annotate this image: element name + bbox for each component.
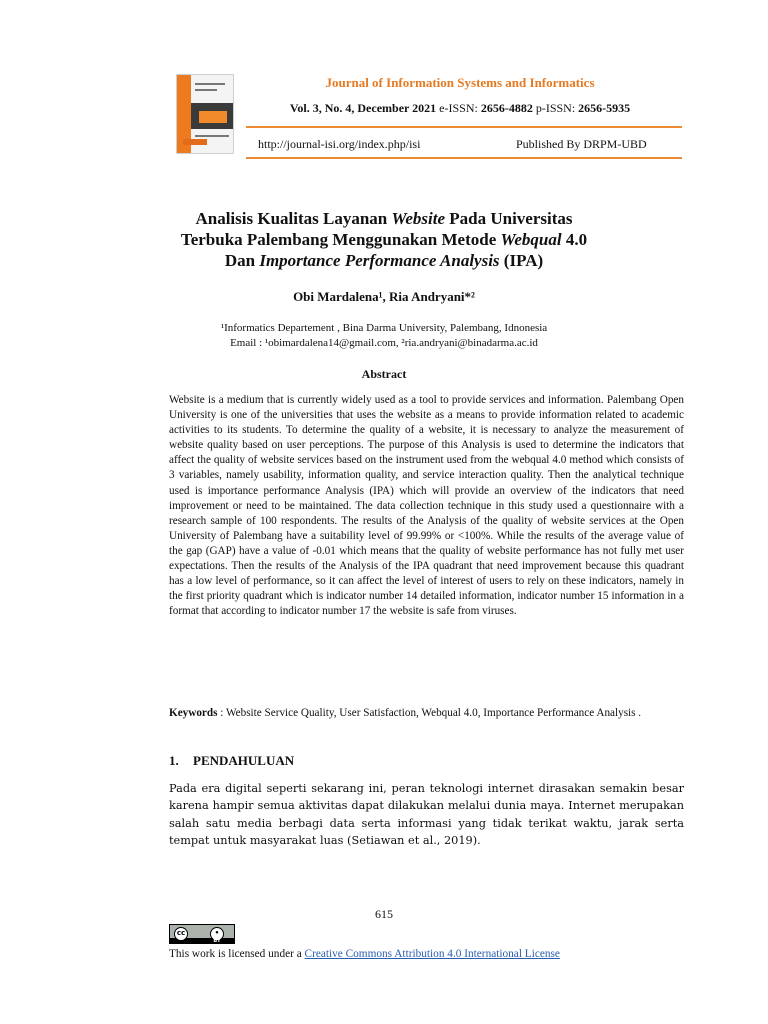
title-italic: Website <box>391 209 446 228</box>
title-text: Terbuka Palembang Menggunakan Metode <box>180 230 501 249</box>
publisher: Published By DRPM-UBD <box>516 137 647 151</box>
title-text: Dan <box>224 251 260 270</box>
creative-commons-badge <box>169 924 235 944</box>
attribution-person-icon: • <box>210 927 224 941</box>
title-text: 4.0 <box>561 230 588 249</box>
license-notice <box>169 948 560 960</box>
authors: Obi Mardalena¹, Ria Andryani*² <box>293 289 475 304</box>
volume-issue: Vol. 3, No. 4, December 2021 <box>289 101 437 115</box>
header-rule-top <box>246 126 682 128</box>
title-text: Analisis Kualitas Layanan <box>195 209 392 228</box>
email: Email : ¹obimardalena14@gmail.com, ²ria.andryani@binadarma.ac.id <box>230 337 538 349</box>
keywords <box>169 706 684 721</box>
affiliation-block <box>150 321 618 351</box>
title-text: Pada Universitas <box>445 209 573 228</box>
keywords-text: : Website Service Quality, User Satisfaction, Webqual 4.0, Importance Performance Analysis . <box>217 707 642 719</box>
header-rule-bottom <box>246 157 682 159</box>
abstract-text: Website is a medium that is currently widely used as a tool to provide services and information. Palembang Open University is one of the universities that uses the website as a means to provide information related to academic activities to its students. To determine the quality of a website, it is necessary to analyze the measurement of website quality based on user perceptions. The purpose of this Analysis is used to determine the indicators that affect the quality of website services based on the instrument used from the webqual 4.0 method which consists of 3 variables, namely usability, information quality, and service interaction quality. Then the analytical technique used is importance performance Analysis (IPA) which will provide an overview of the indicators that need improvement or need to be maintained. The data collection technique in this study used a questionnaire with a research sample of 100 respondents. The results of the Analysis of the quality of website services at the Open University of Palembang have a suitability level of 99.99% or <100%. While the results of the average value of the gap (GAP) have a value of -0.01 which means that the quality of website performance has not fully met user expectations. Then the results of the Analysis of the IPA quadrant that need improvement because this quadrant has a low level of performance, so it can affect the level of interest of users to rely on these indicators, namely in the first priority quadrant which is indicator number 14 detailed information, indicator number 15 information in a format that according to indicator number 17 the website is safe from viruses. <box>169 394 684 618</box>
journal-title: Journal of Information Systems and Informatics <box>325 75 595 90</box>
pissn-label: p-ISSN: <box>535 101 576 115</box>
title-italic: Webqual <box>500 230 562 249</box>
title-text: (IPA) <box>499 251 544 270</box>
keywords-label: Keywords <box>169 707 218 719</box>
page-number: 615 <box>375 907 393 921</box>
section-title: PENDAHULUAN <box>193 753 295 768</box>
title-italic: Importance Performance Analysis <box>259 251 500 270</box>
affiliation: ¹Informatics Departement , Bina Darma University, Palembang, Idnonesia <box>220 322 548 334</box>
journal-url: http://journal-isi.org/index.php/isi <box>258 137 421 151</box>
paper-title <box>150 208 618 271</box>
eissn-value: 2656-4882 <box>480 101 533 115</box>
section-body-text: Pada era digital seperti sekarang ini, peran teknologi internet dirasakan semakin besar karena hampir semua aktivitas dapat dilakukan melalui dunia maya. Internet merupakan salah satu media berbagi data serta informasi yang tidak terikat waktu, jarak serta tempat untuk masyarakat luas (Setiawan et al., 2019). <box>169 782 684 847</box>
journal-cover-thumbnail <box>176 74 234 154</box>
section-heading <box>169 753 294 769</box>
section-number: 1. <box>169 753 179 768</box>
cc-icon: cc <box>174 927 188 941</box>
cc-by-label: BY <box>213 938 221 944</box>
abstract-heading: Abstract <box>361 367 407 381</box>
journal-volume-issn <box>240 101 680 116</box>
pissn-value: 2656-5935 <box>578 101 631 115</box>
license-prefix: This work is licensed under a <box>169 948 305 960</box>
eissn-label: e-ISSN: <box>439 101 478 115</box>
license-link[interactable]: Creative Commons Attribution 4.0 International License <box>304 948 560 960</box>
